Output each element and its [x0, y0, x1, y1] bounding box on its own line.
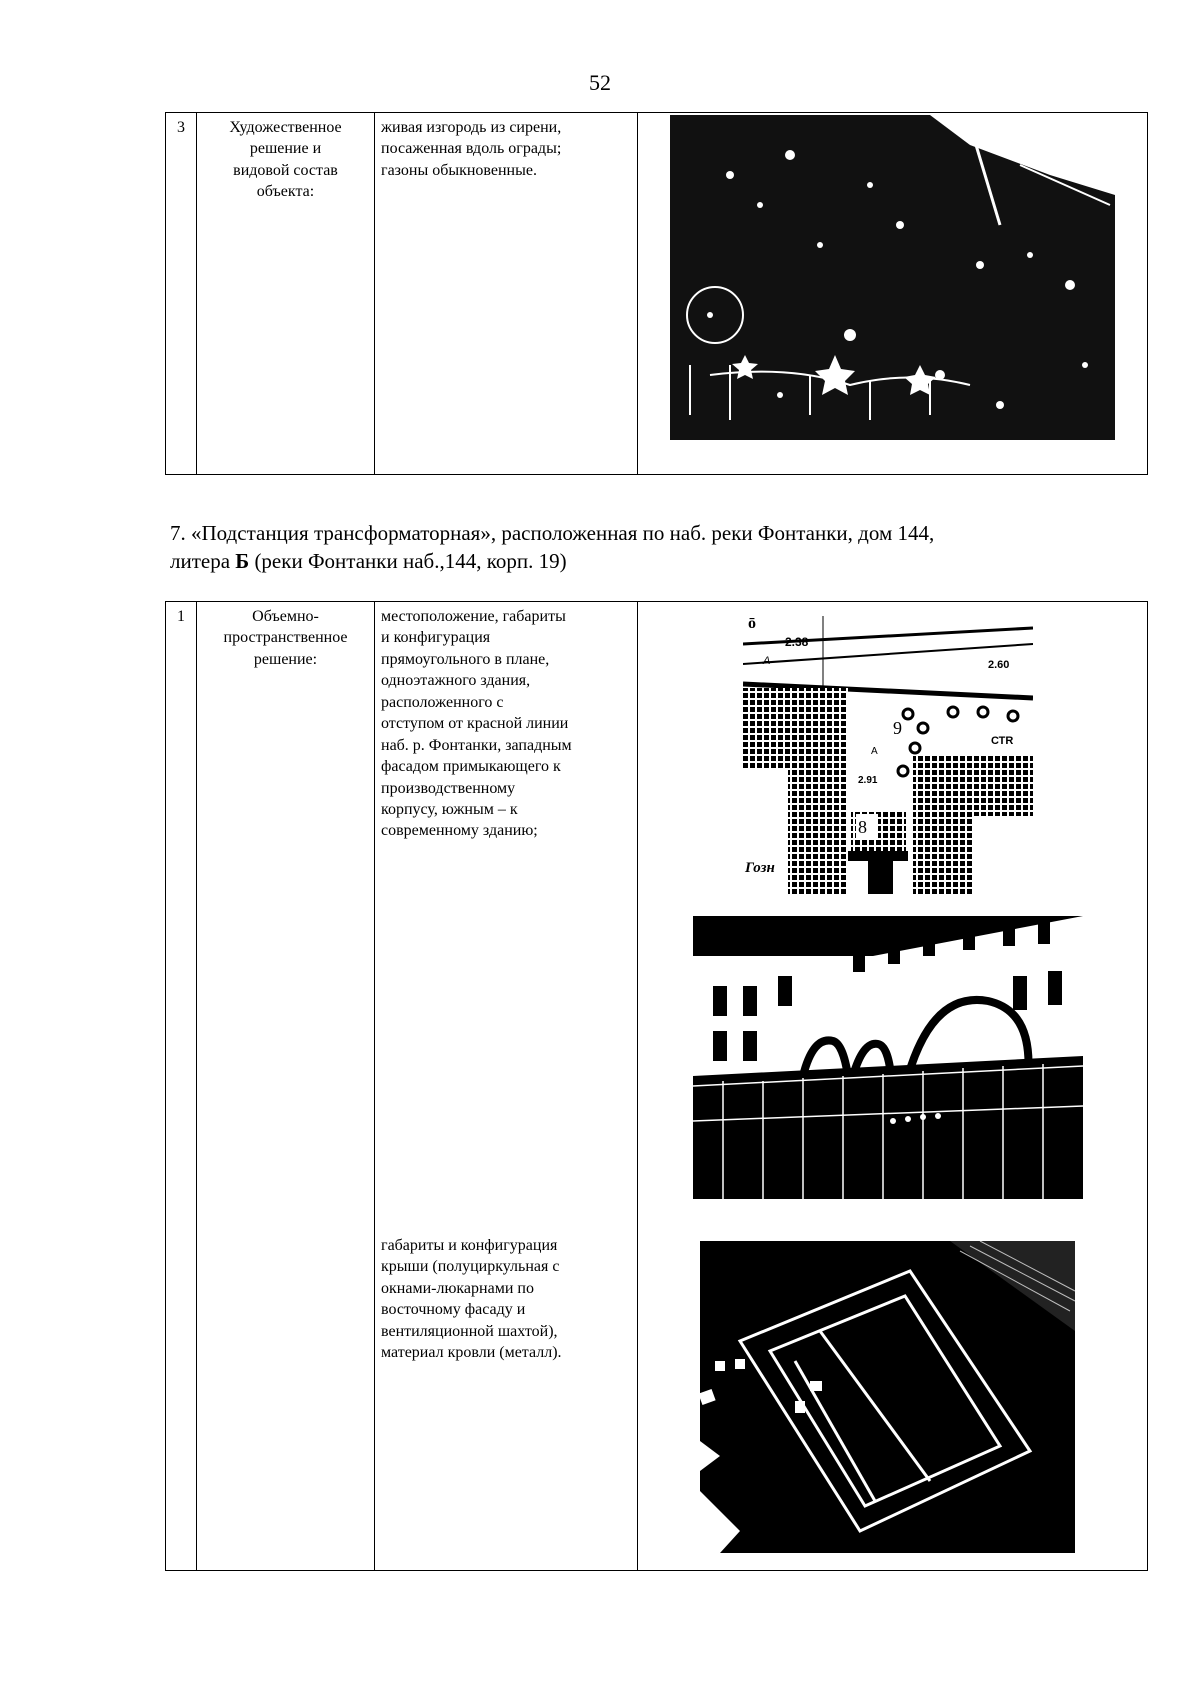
desc-line: газоны обыкновенные.	[381, 161, 537, 179]
aerial-roof-image	[700, 1241, 1075, 1553]
desc-line: производственному	[381, 779, 516, 797]
map-side-label: СТR	[991, 735, 1014, 747]
heading-text: (реки Фонтанки наб.,144, корп. 19)	[249, 548, 567, 573]
desc-line: габариты и конфигурация	[381, 1237, 558, 1254]
lilac-hedge-image	[670, 115, 1115, 440]
desc-line: отступом от красной линии	[381, 715, 569, 733]
table-row-3	[165, 112, 1148, 475]
desc-line: наб. р. Фонтанки, западным	[381, 736, 572, 754]
row-number: 1	[166, 602, 197, 1571]
desc-line: расположенного с	[381, 693, 504, 711]
desc-line: одноэтажного здания,	[381, 672, 531, 690]
desc-line: современному зданию;	[381, 822, 538, 840]
desc-block-2	[381, 1235, 631, 1364]
table-row-1	[165, 601, 1148, 1571]
section-heading-line1: 7. «Подстанция трансформаторная», расположенная по наб. реки Фонтанки, дом 144,	[170, 521, 935, 545]
row-name-cell	[197, 602, 375, 1571]
row-description-cell	[375, 602, 638, 1571]
aerial-roof-photo	[700, 1241, 1075, 1553]
table-row	[166, 602, 1148, 1571]
desc-block-1	[381, 606, 631, 842]
map-plot-number: 9	[893, 718, 902, 738]
desc-line: крыши (полуциркульная с	[381, 1258, 560, 1276]
desc-line: прямоугольного в плане,	[381, 650, 550, 668]
photo-cell	[638, 113, 1148, 475]
site-plan-map	[743, 616, 1033, 894]
section-heading-line2	[170, 548, 1070, 576]
map-elevation-label: 2.60	[988, 659, 1010, 671]
lilac-hedge-photo	[670, 115, 1115, 440]
map-building-number: 8	[858, 817, 867, 837]
building-facade-photo	[693, 916, 1083, 1199]
map-street-label: Гозн	[745, 860, 775, 876]
table-row	[166, 113, 1148, 475]
map-letter-label: А	[763, 655, 771, 667]
row-number: 3	[166, 113, 197, 475]
desc-line: окнами-люкарнами по	[381, 1279, 534, 1297]
name-line: объекта:	[256, 183, 315, 201]
desc-line: вентиляционной шахтой),	[381, 1322, 558, 1340]
desc-line: живая изгородь из сирени,	[381, 119, 562, 136]
heading-text: литера	[170, 548, 236, 573]
map-elevation-label: 2.91	[858, 775, 878, 786]
row-description-cell	[375, 113, 638, 475]
section-heading	[170, 520, 1070, 575]
desc-line: восточному фасаду и	[381, 1301, 526, 1319]
map-letter-label: А	[871, 746, 878, 757]
name-line: Объемно-	[252, 608, 319, 625]
desc-line: посаженная вдоль ограды;	[381, 140, 562, 158]
map-top-mark: ō	[748, 616, 756, 632]
desc-line: материал кровли (металл).	[381, 1344, 562, 1362]
page-number: 52	[589, 70, 611, 95]
name-line: решение:	[253, 650, 318, 668]
map-elevation-label: 2.38	[785, 635, 809, 649]
name-line: видовой состав	[233, 161, 338, 179]
desc-line: местоположение, габариты	[381, 608, 566, 625]
photo-cell	[638, 602, 1148, 1571]
site-plan-image	[743, 616, 1033, 894]
desc-line: фасадом примыкающего к	[381, 758, 561, 776]
building-facade-image	[693, 916, 1083, 1199]
desc-line: корпусу, южным – к	[381, 800, 518, 818]
heading-litera: Б	[235, 548, 250, 573]
row-name-cell	[197, 113, 375, 475]
name-line: Художественное	[229, 119, 342, 136]
name-line: пространственное	[223, 629, 348, 647]
desc-line: и конфигурация	[381, 629, 491, 647]
name-line: решение и	[249, 140, 322, 158]
